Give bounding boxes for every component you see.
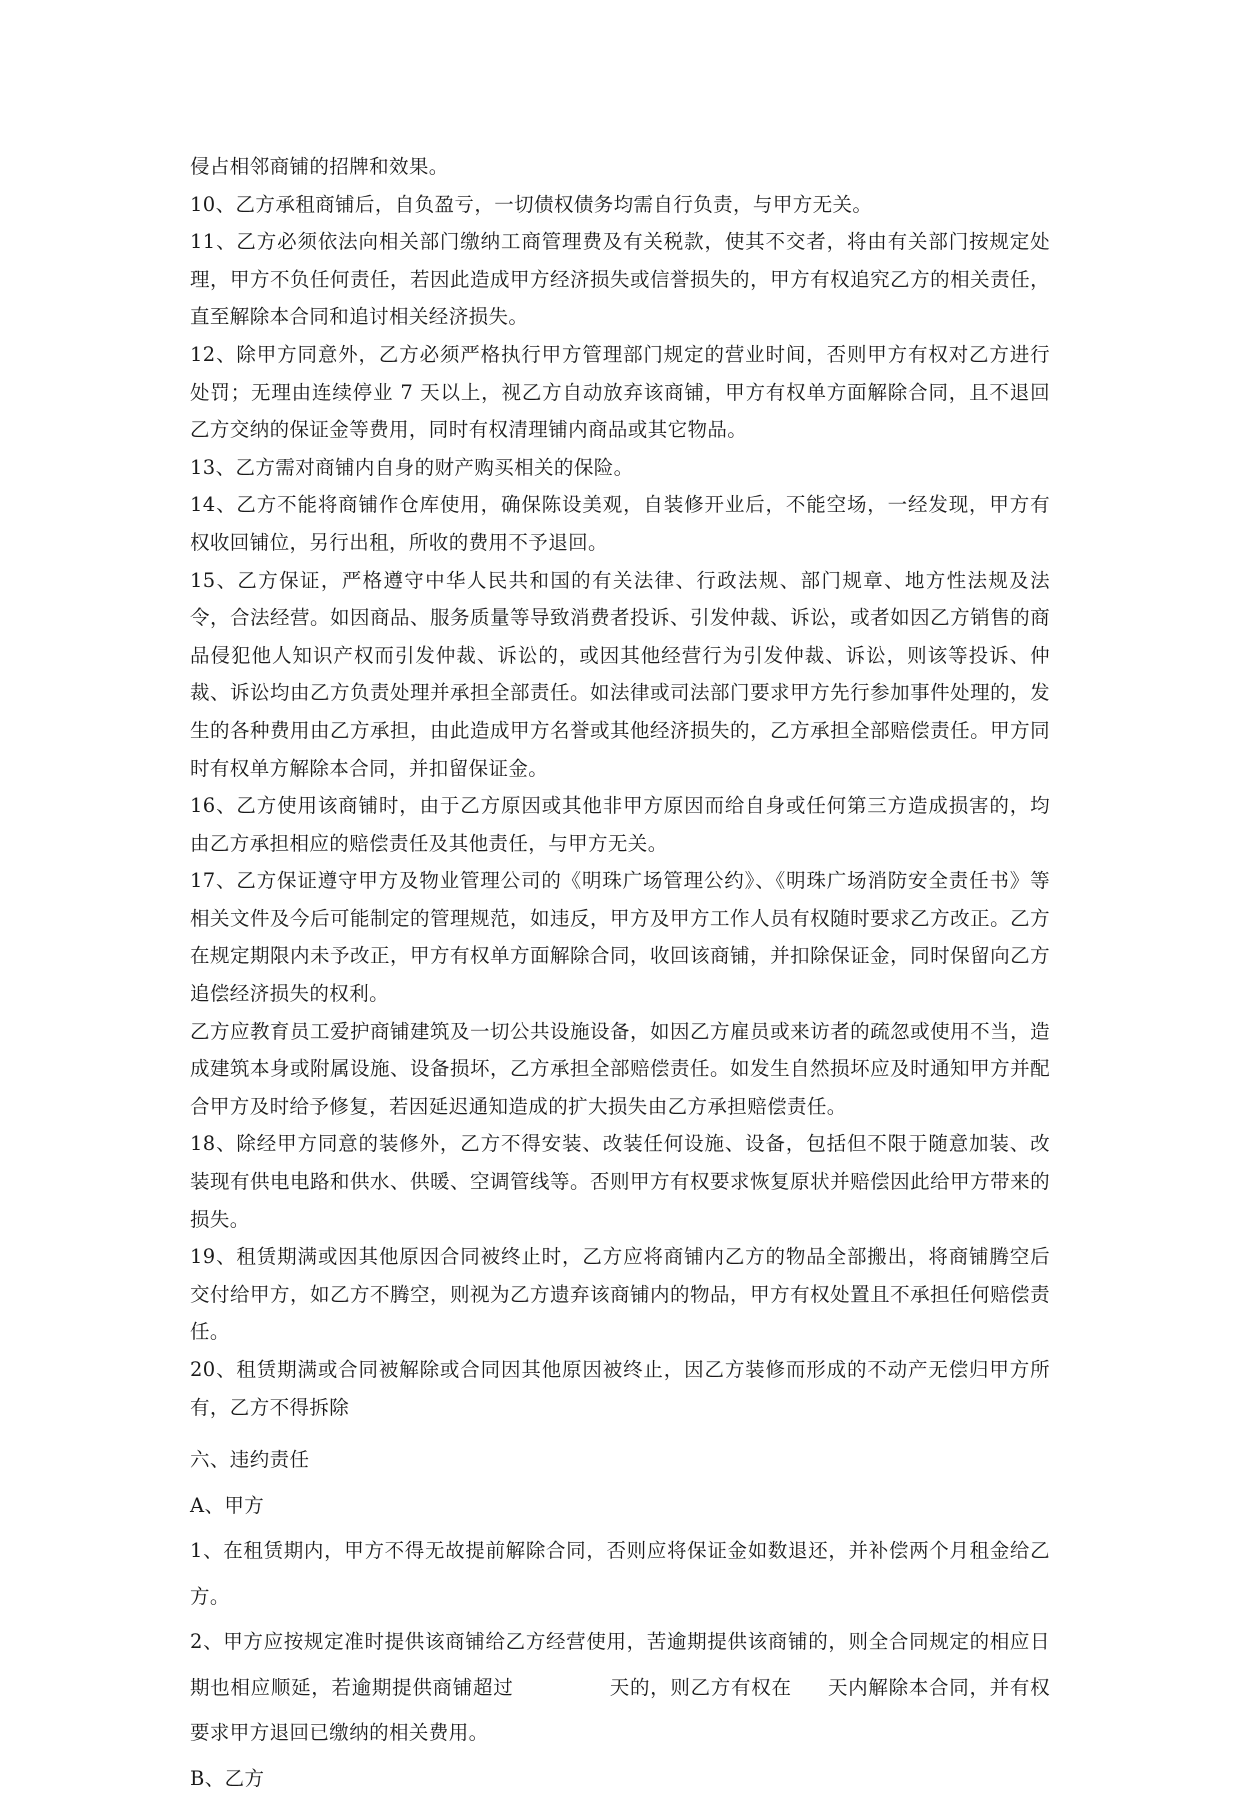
subsection-party-b: B、乙方 [190,1766,265,1790]
clause-15: 15、乙方保证，严格遵守中华人民共和国的有关法律、行政法规、部门规章、地方性法规及法令，合法经营。如因商品、服务质量等导致消费者投诉、引发仲裁、诉讼，或者如因乙方销售的商品侵犯他人知识产权而引发仲裁、诉讼的，或因其他经营行为引发仲裁、诉讼，则该等投诉、仲裁、诉讼均由乙方负责处理并承担全部责任。如法律或司法部门要求甲方先行参加事件处理的，发生的各种费用由乙方承担，由此造成甲方名誉或其他经济损失的，乙方承担全部赔偿责任。甲方同时有权单方解除本合同，并扣留保证金。 [190,568,1050,780]
clause-10: 10、乙方承租商铺后，自负盈亏，一切债权债务均需自行负责，与甲方无关。 [190,192,873,216]
party-a-clause-2 [190,1619,1050,1756]
clause-9-continued: 侵占相邻商铺的招牌和效果。 [190,155,449,178]
clause-17: 17、乙方保证遵守甲方及物业管理公司的《明珠广场管理公约》、《明珠广场消防安全责任书》等相关文件及今后可能制定的管理规范，如违反，甲方及甲方工作人员有权随时要求乙方改正。乙方在规定期限内未予改正，甲方有权单方面解除合同，收回该商铺，并扣除保证金，同时保留向乙方追偿经济损失的权利。 [190,869,1050,1006]
clause-19: 19、租赁期满或因其他原因合同被终止时，乙方应将商铺内乙方的物品全部搬出，将商铺腾空后交付给甲方，如乙方不腾空，则视为乙方遗弃该商铺内的物品，甲方有权处置且不承担任何赔偿责任。 [190,1245,1050,1344]
clause-17-supplement: 乙方应教育员工爱护商铺建筑及一切公共设施设备，如因乙方雇员或来访者的疏忽或使用不当，造成建筑本身或附属设施、设备损坏，乙方承担全部赔偿责任。如发生自然损坏应及时通知甲方并配合甲方及时给予修复，若因延迟通知造成的扩大损失由乙方承担赔偿责任。 [190,1019,1050,1118]
party-a-clause-2-text-1: 2、甲方应按规定准时提供该商铺给乙方经营使用，苦逾期提供该商铺的，则全合同规定的相应日期也相应顺延，若逾期提供商铺超过 [190,1630,1050,1699]
party-a-clause-2-text-3: 天内解除本合同，并有权要求甲方退回已缴纳的相关费用。 [190,1675,1050,1745]
clause-11: 11、乙方必须依法向相关部门缴纳工商管理费及有关税款，使其不交者，将由有关部门按规定处理，甲方不负任何责任，若因此造成甲方经济损失或信誉损失的，甲方有权追究乙方的相关责任，直至解除本合同和追讨相关经济损失。 [190,230,1050,329]
clause-16: 16、乙方使用该商铺时，由于乙方原因或其他非甲方原因而给自身或任何第三方造成损害的，均由乙方承担相应的赔偿责任及其他责任，与甲方无关。 [190,794,1050,855]
subsection-party-a: A、甲方 [190,1493,265,1517]
section-heading-breach: 六、违约责任 [190,1448,310,1472]
party-a-clause-1: 1、在租赁期内，甲方不得无故提前解除合同，否则应将保证金如数退还，并补偿两个月租金给乙方。 [190,1539,1050,1608]
contract-text [190,148,1050,1801]
party-a-clause-2-text-2: 天的，则乙方有权在 [609,1675,792,1699]
clause-20: 20、租赁期满或合同被解除或合同因其他原因被终止，因乙方装修而形成的不动产无偿归甲方所有，乙方不得拆除 [190,1358,1050,1419]
clause-12: 12、除甲方同意外，乙方必须严格执行甲方管理部门规定的营业时间，否则甲方有权对乙方进行处罚；无理由连续停业 7 天以上，视乙方自动放弃该商铺，甲方有权单方面解除合同，且不退回乙方交纳的保证金等费用，同时有权清理铺内商品或其它物品。 [190,342,1050,442]
clause-13: 13、乙方需对商铺内自身的财产购买相关的保险。 [190,455,634,479]
clause-18: 18、除经甲方同意的装修外，乙方不得安装、改装任何设施、设备，包括但不限于随意加装、改装现有供电电路和供水、供暖、空调管线等。否则甲方有权要求恢复原状并赔偿因此给甲方带来的损失。 [190,1132,1050,1231]
clause-14: 14、乙方不能将商铺作仓库使用，确保陈设美观，自装修开业后，不能空场，一经发现，甲方有权收回铺位，另行出租，所收的费用不予退回。 [190,493,1050,554]
